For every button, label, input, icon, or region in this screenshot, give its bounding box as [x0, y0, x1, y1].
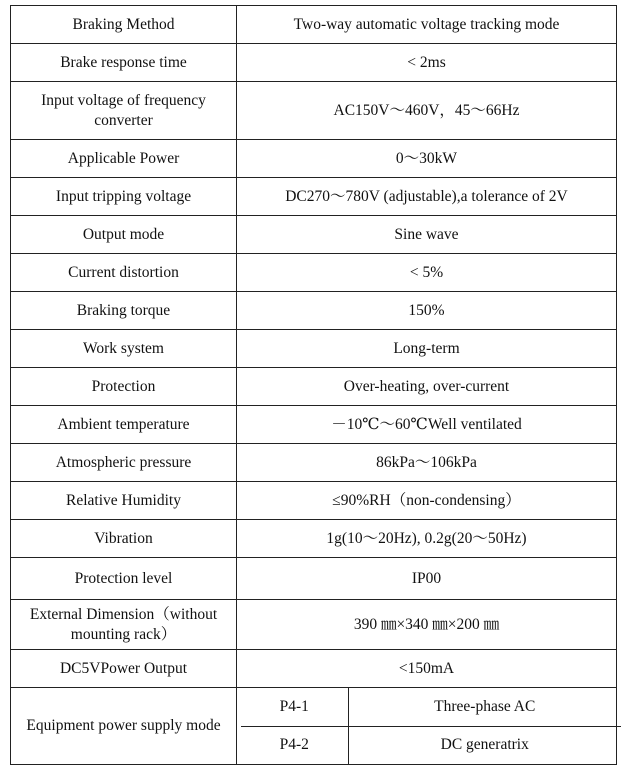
- table-row: [241, 726, 621, 764]
- param-value: Long-term: [237, 330, 617, 368]
- table-row: [11, 44, 617, 82]
- param-name: Input voltage of frequency converter: [11, 82, 237, 140]
- param-name: Braking Method: [11, 6, 237, 44]
- option-type: Three-phase AC: [348, 688, 621, 726]
- param-value: < 5%: [237, 254, 617, 292]
- param-value: <150mA: [237, 650, 617, 688]
- param-value: Two-way automatic voltage tracking mode: [237, 6, 617, 44]
- param-value: Over-heating, over-current: [237, 368, 617, 406]
- param-name: Braking torque: [11, 292, 237, 330]
- power-supply-row: [11, 688, 617, 765]
- table-row: [11, 444, 617, 482]
- table-row: [11, 406, 617, 444]
- param-name: Ambient temperature: [11, 406, 237, 444]
- table-row: [11, 178, 617, 216]
- option-type: DC generatrix: [348, 726, 621, 764]
- power-supply-subtable: [241, 688, 621, 764]
- param-name: Applicable Power: [11, 140, 237, 178]
- param-value: 390 ㎜×340 ㎜×200 ㎜: [237, 600, 617, 650]
- param-value: AC150V～460V，45～66Hz: [237, 82, 617, 140]
- param-value: DC270～780V (adjustable),a tolerance of 2V: [237, 178, 617, 216]
- option-code: P4-1: [241, 688, 348, 726]
- param-name: DC5VPower Output: [11, 650, 237, 688]
- param-name: Brake response time: [11, 44, 237, 82]
- param-value: < 2ms: [237, 44, 617, 82]
- table-row: [11, 600, 617, 650]
- param-value: 86kPa～106kPa: [237, 444, 617, 482]
- param-value: 150%: [237, 292, 617, 330]
- param-name: Relative Humidity: [11, 482, 237, 520]
- table-row: [11, 330, 617, 368]
- param-name: Atmospheric pressure: [11, 444, 237, 482]
- table-row: [11, 650, 617, 688]
- param-name: Protection: [11, 368, 237, 406]
- table-row: [11, 482, 617, 520]
- param-name: Equipment power supply mode: [11, 688, 237, 765]
- param-value: IP00: [237, 558, 617, 600]
- spec-table: [10, 5, 617, 765]
- param-name: Work system: [11, 330, 237, 368]
- param-name: Current distortion: [11, 254, 237, 292]
- table-row: [11, 368, 617, 406]
- table-row: [11, 520, 617, 558]
- param-name: External Dimension（without mounting rack）: [11, 600, 237, 650]
- table-row: [11, 6, 617, 44]
- table-row: [241, 688, 621, 726]
- param-value: 0～30kW: [237, 140, 617, 178]
- table-row: [11, 254, 617, 292]
- param-name: Protection level: [11, 558, 237, 600]
- table-row: [11, 216, 617, 254]
- power-supply-options: [237, 688, 617, 765]
- table-row: [11, 140, 617, 178]
- param-name: Input tripping voltage: [11, 178, 237, 216]
- param-name: Output mode: [11, 216, 237, 254]
- param-value: 1g(10～20Hz), 0.2g(20～50Hz): [237, 520, 617, 558]
- option-code: P4-2: [241, 726, 348, 764]
- param-name: Vibration: [11, 520, 237, 558]
- param-value: ≤90%RH（non-condensing）: [237, 482, 617, 520]
- param-value: －10℃～60℃Well ventilated: [237, 406, 617, 444]
- table-row: [11, 558, 617, 600]
- table-row: [11, 82, 617, 140]
- param-value: Sine wave: [237, 216, 617, 254]
- table-row: [11, 292, 617, 330]
